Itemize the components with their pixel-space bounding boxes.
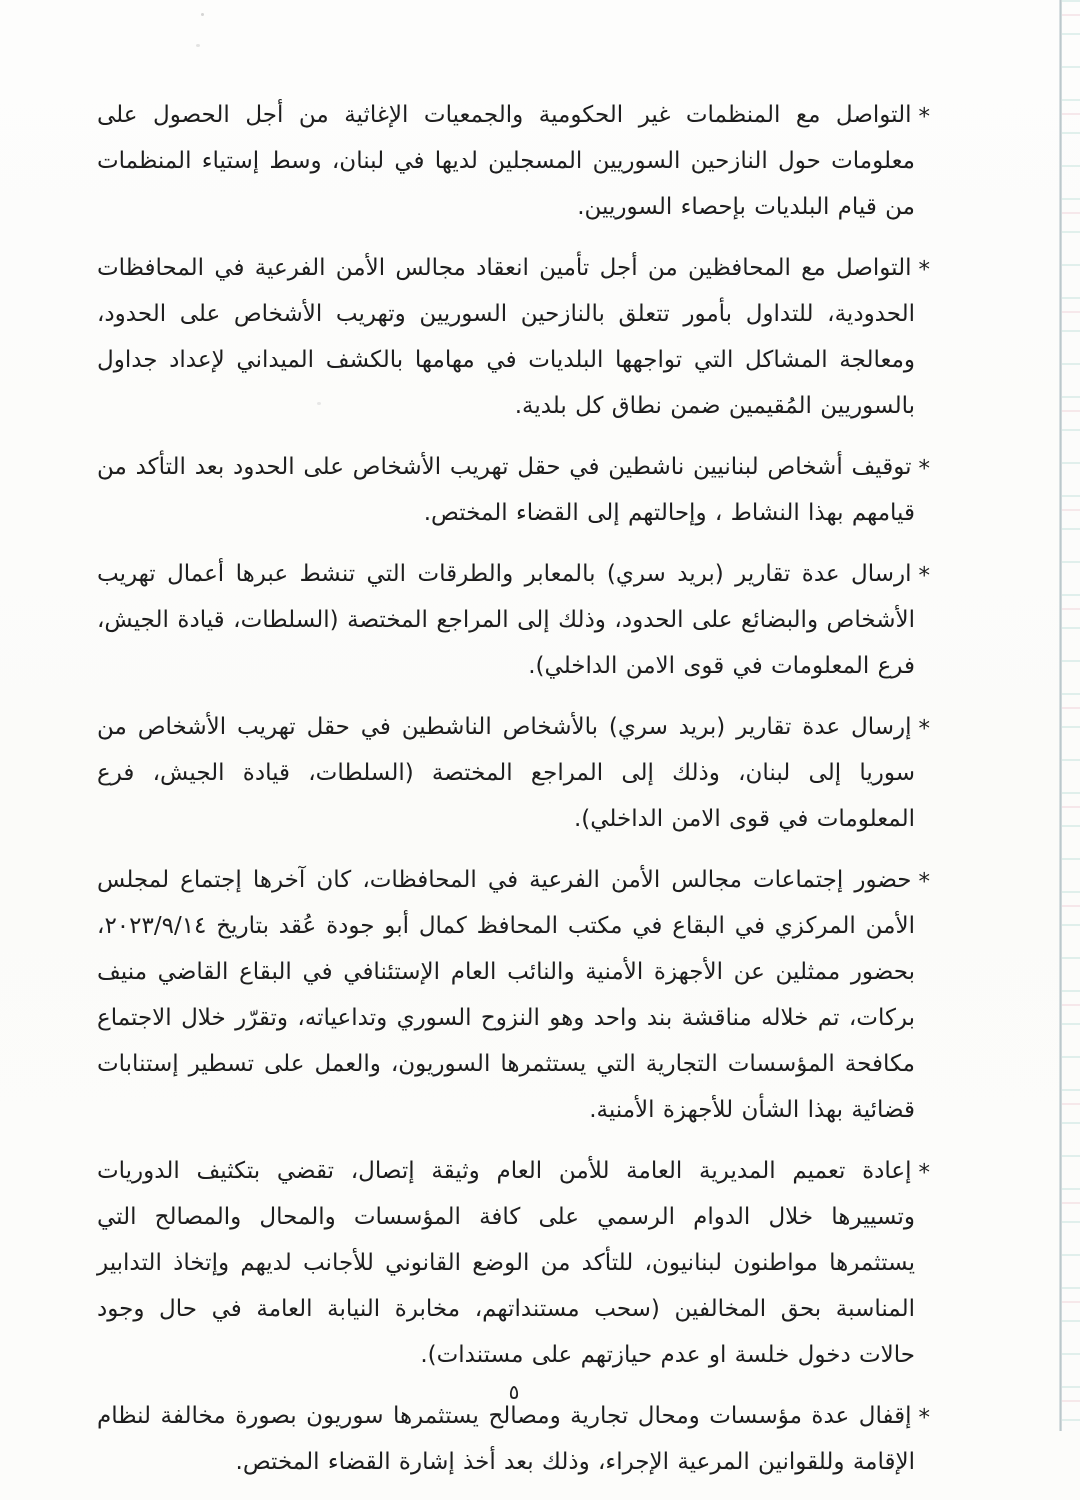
bullet-marker: *: [918, 1405, 930, 1431]
bullet-text: إقفال عدة مؤسسات ومحال تجارية ومصالح يستثمرها سوريون بصورة مخالفة لنظام الإقامة وللقوانين المرعية الإجراء، وذلك بعد أخذ إشارة القضاء المختص.: [97, 1403, 915, 1475]
bullet-marker: *: [918, 563, 930, 589]
bullet-item: [97, 551, 930, 689]
bullet-item: [97, 1393, 930, 1485]
bullet-item: [97, 444, 930, 536]
page-number: ٥: [508, 1380, 520, 1404]
bullet-item: [97, 245, 930, 429]
bullet-text: توقيف أشخاص لبنانيين ناشطين في حقل تهريب الأشخاص على الحدود بعد التأكد من قيامهم بهذا النشاط ، وإحالتهم إلى القضاء المختص.: [97, 454, 915, 526]
bullet-item: [97, 1148, 930, 1378]
bullet-text: إرسال عدة تقارير (بريد سري) بالأشخاص الناشطين في حقل تهريب الأشخاص من سوريا إلى لبنان، وذلك إلى المراجع المختصة (السلطات، قيادة الجيش، فرع المعلومات في قوى الامن الداخلي).: [97, 714, 915, 832]
scan-speck: [201, 13, 204, 16]
bullet-marker: *: [918, 869, 930, 895]
bullet-item: [97, 92, 930, 230]
bullet-text: ارسال عدة تقارير (بريد سري) بالمعابر والطرقات التي تنشط عبرها أعمال تهريب الأشخاص والبضائع على الحدود، وذلك إلى المراجع المختصة (السلطات، قيادة الجيش، فرع المعلومات في قوى الامن الداخلي).: [97, 561, 915, 679]
bullet-text: حضور إجتماعات مجالس الأمن الفرعية في المحافظات، كان آخرها إجتماع لمجلس الأمن المركزي في البقاع في مكتب المحافظ كمال أبو جودة عُقد بتاريخ ٢٠٢٣/٩/١٤، بحضور ممثلين عن الأجهزة الأمنية والنائب العام الإستئنافي في البقاع القاضي منيف بركات، تم خلاله مناقشة بند واحد وهو النزوح السوري وتداعياته، وتقرّر خلال الاجتماع مكافحة المؤسسات التجارية التي يستثمرها السوريون، والعمل على تسطير إستنابات قضائية بهذا الشأن للأجهزة الأمنية.: [97, 867, 915, 1123]
bullet-marker: *: [918, 104, 930, 130]
bullet-marker: *: [918, 716, 930, 742]
document-body: [97, 92, 930, 1500]
bullet-text: إعادة تعميم المديرية العامة للأمن العام وثيقة إتصال، تقضي بتكثيف الدوريات وتسييرها خلال الدوام الرسمي على كافة المؤسسات والمحال والمصالح التي يستثمرها مواطنون لبنانيون، للتأكد من الوضع القانوني للأجانب لديهم وإتخاذ التدابير المناسبة بحق المخالفين (سحب مستنداتهم، مخابرة النيابة العامة في حال وجود حالات دخول خلسة او عدم حيازتهم على مستندات).: [97, 1158, 915, 1368]
bullet-text: التواصل مع المنظمات غير الحكومية والجمعيات الإغاثية من أجل الحصول على معلومات حول النازحين السوريين المسجلين لديها في لبنان، وسط إستياء المنظمات من قيام البلديات بإحصاء السوريين.: [97, 102, 915, 220]
notebook-paper-rules: [1062, 0, 1080, 1431]
bullet-marker: *: [918, 257, 930, 283]
bullet-marker: *: [918, 456, 930, 482]
bullet-text: التواصل مع المحافظين من أجل تأمين انعقاد مجالس الأمن الفرعية في المحافظات الحدودية، للتداول بأمور تتعلق بالنازحين السوريين وتهريب الأشخاص على الحدود، ومعالجة المشاكل التي تواجهها البلديات في مهامها بالكشف الميداني لإعداد جداول بالسوريين المُقيمين ضمن نطاق كل بلدية.: [97, 255, 915, 419]
bullet-marker: *: [918, 1160, 930, 1186]
scan-speck: [317, 402, 321, 405]
bullet-item: [97, 857, 930, 1133]
bullet-item: [97, 704, 930, 842]
scan-speck: [196, 44, 200, 47]
